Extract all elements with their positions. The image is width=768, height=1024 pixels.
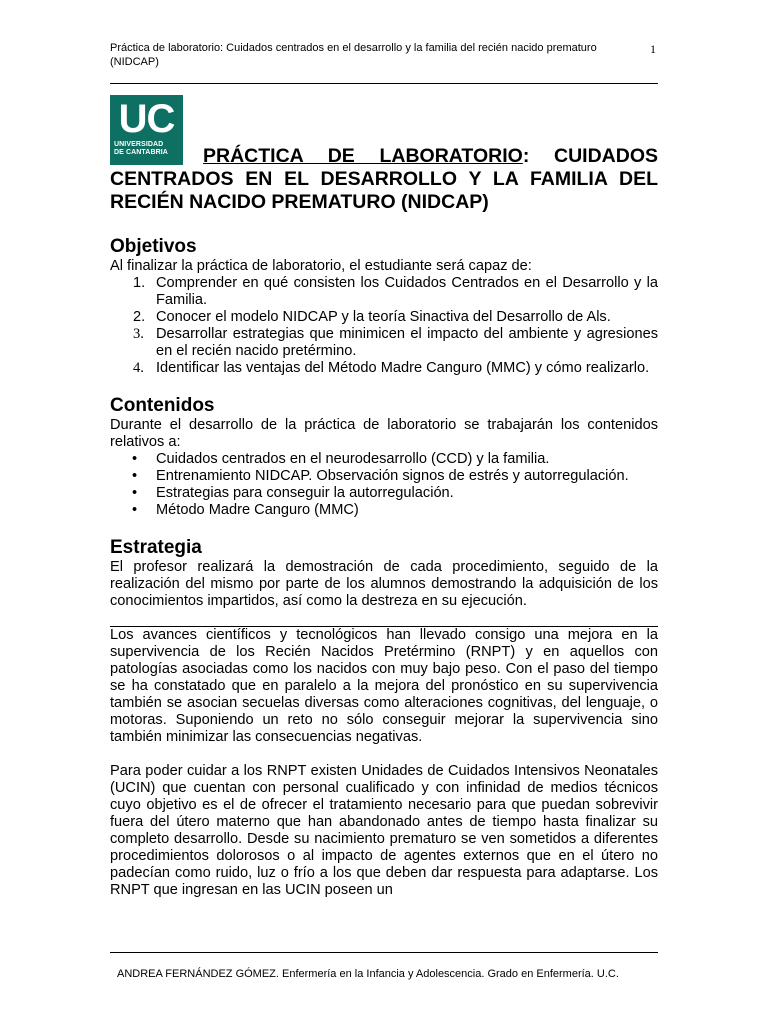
section-heading-contenidos: Contenidos <box>110 395 215 416</box>
running-header-title: Práctica de laboratorio: Cuidados centrados en el desarrollo y la familia del recién nacido prematuro (NIDCAP) <box>110 42 597 68</box>
list-item <box>110 502 658 519</box>
document-title-rest: : CUIDADOS CENTRADOS EN EL DESARROLLO Y LA FAMILIA DEL RECIÉN NACIDO PREMATURO (NIDCAP) <box>110 145 658 213</box>
list-item <box>110 451 658 468</box>
objetivos-list <box>110 275 658 377</box>
list-item <box>110 468 658 485</box>
contenidos-intro: Durante el desarrollo de la práctica de laboratorio se trabajarán los contenidos relativos a: <box>110 417 658 450</box>
list-item-text: Identificar las ventajas del Método Madre Canguro (MMC) y cómo realizarlo. <box>156 360 650 376</box>
list-item-text: Método Madre Canguro (MMC) <box>156 502 359 518</box>
bullet-icon: • <box>132 485 138 501</box>
logo-line-1: UNIVERSIDAD <box>114 141 164 148</box>
section-heading-objetivos: Objetivos <box>110 236 197 257</box>
bullet-icon: • <box>132 451 138 467</box>
main-content <box>110 145 658 899</box>
estrategia-text: El profesor realizará la demostración de cada procedimiento, seguido de la realización del mismo por parte de los alumnos demostrando la adquisición de los conocimientos impartidos, así como la destreza en su ejecución. <box>110 559 658 609</box>
section-heading-estrategia: Estrategia <box>110 537 202 558</box>
page-number: 1 <box>650 42 656 56</box>
bullet-icon: • <box>132 502 138 518</box>
objetivos-intro: Al finalizar la práctica de laboratorio, el estudiante será capaz de: <box>110 258 532 274</box>
list-item-text: Desarrollar estrategias que minimicen el impacto del ambiente y agresiones en el recién nacido pretérmino. <box>156 326 658 359</box>
list-number: 4. <box>133 360 144 376</box>
body-paragraph-2: Para poder cuidar a los RNPT existen Unidades de Cuidados Intensivos Neonatales (UCIN) que cuentan con personal cualificado y con infinidad de medios técnicos cuyo objetivo es el de ofrecer el tratamiento necesario para que puedan sobrevivir fuera del útero materno que han abandonado antes de tiempo hasta finalizar su completo desarrollo. Desde su nacimiento prematuro se ven sometidos a diferentes procedimientos dolorosos o al impacto de agentes externos que en el útero no padecían como ruido, luz o frío a los que deben dar respuesta para adaptarse. Los RNPT que ingresan en las UCIN poseen un <box>110 763 658 898</box>
list-item <box>110 485 658 502</box>
list-item-text: Entrenamiento NIDCAP. Observación signos de estrés y autorregulación. <box>156 468 629 484</box>
document-title <box>110 145 658 214</box>
list-number: 2. <box>133 309 146 325</box>
header-divider <box>110 83 658 84</box>
page-footer: ANDREA FERNÁNDEZ GÓMEZ. Enfermería en la Infancia y Adolescencia. Grado en Enfermería. U.C. <box>117 968 619 980</box>
logo-mark: UC <box>118 97 175 141</box>
list-number: 3. <box>133 326 144 342</box>
list-number: 1. <box>133 275 146 291</box>
document-title-underlined: PRÁCTICA DE LABORATORIO <box>203 145 523 167</box>
list-item-text: Estrategias para conseguir la autorregulación. <box>156 485 454 501</box>
footer-divider <box>110 952 658 953</box>
list-item-text: Conocer el modelo NIDCAP y la teoría Sinactiva del Desarrollo de Als. <box>156 309 611 325</box>
list-item-text: Comprender en qué consisten los Cuidados Centrados en el Desarrollo y la Familia. <box>156 275 658 308</box>
logo-line-2: DE CANTABRIA <box>114 149 168 156</box>
list-item-text: Cuidados centrados en el neurodesarrollo (CCD) y la familia. <box>156 451 550 467</box>
bullet-icon: • <box>132 468 138 484</box>
list-item <box>110 326 658 360</box>
list-item <box>110 360 658 377</box>
list-item <box>110 309 658 326</box>
contenidos-list <box>110 451 658 519</box>
list-item <box>110 275 658 309</box>
running-header <box>110 41 658 69</box>
body-paragraph-1: Los avances científicos y tecnológicos han llevado consigo una mejora en la supervivencia de los Recién Nacidos Pretérmino (RNPT) y en aquellos con patologías asociadas como los nacidos con muy bajo peso. Con el paso del tiempo se ha constatado que en paralelo a la mejora del pronóstico en su supervivencia también se asocian secuelas diversas como alteraciones cognitivas, del lenguaje, o motoras. Suponiendo un reto no sólo conseguir mejorar la supervivencia sino también minimizar las consecuencias negativas. <box>110 627 658 745</box>
